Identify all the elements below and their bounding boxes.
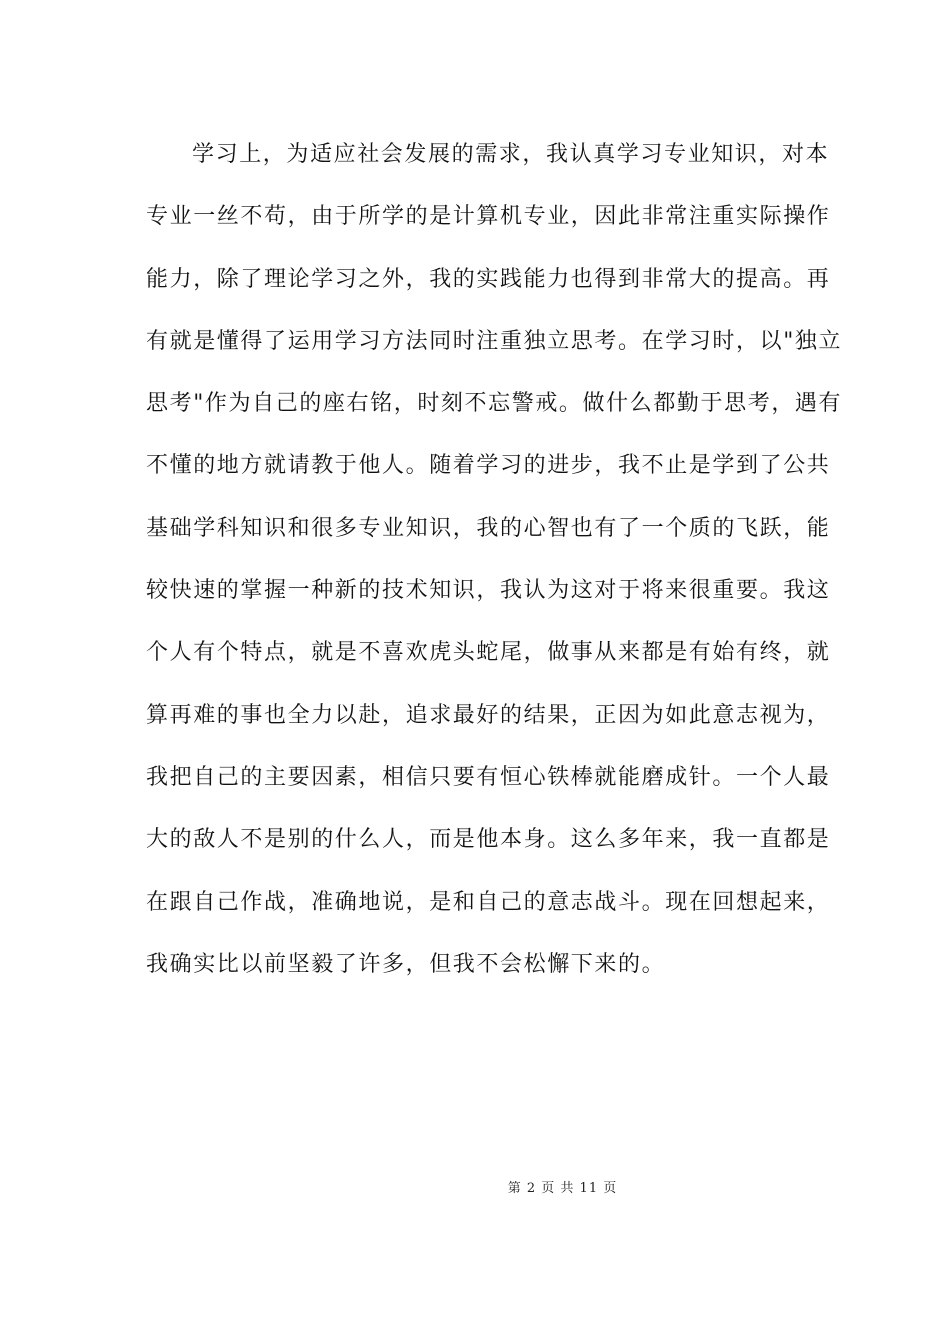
body-paragraph [146,129,843,1001]
paragraph-line: 有就是懂得了运用学习方法同时注重独立思考。在学习时，以"独立 [146,328,843,354]
paragraph-line: 专业一丝不苟，由于所学的是计算机专业，因此非常注重实际操作 [146,204,831,230]
paragraph-line: 较快速的掌握一种新的技术知识，我认为这对于将来很重要。我这 [146,578,831,604]
paragraph-line: 在跟自己作战，准确地说，是和自己的意志战斗。现在回想起来， [146,889,831,915]
paragraph-line: 不懂的地方就请教于他人。随着学习的进步，我不止是学到了公共 [146,453,831,479]
paragraph-line: 能力，除了理论学习之外，我的实践能力也得到非常大的提高。再 [146,266,831,292]
paragraph-line: 大的敌人不是别的什么人，而是他本身。这么多年来，我一直都是 [146,827,831,853]
paragraph-line: 个人有个特点，就是不喜欢虎头蛇尾，做事从来都是有始有终，就 [146,640,831,666]
paragraph-line: 我确实比以前坚毅了许多，但我不会松懈下来的。 [146,951,666,977]
page-footer [0,1177,950,1196]
page-number: 第 2 页 共 11 页 [507,1181,618,1196]
paragraph-line: 我把自己的主要因素，相信只要有恒心铁棒就能磨成针。一个人最 [146,764,831,790]
paragraph-line: 思考"作为自己的座右铭，时刻不忘警戒。做什么都勤于思考，遇有 [146,391,843,417]
paragraph-line: 算再难的事也全力以赴，追求最好的结果，正因为如此意志视为， [146,702,831,728]
paragraph-line: 学习上，为适应社会发展的需求，我认真学习专业知识，对本 [192,142,830,167]
paragraph-line: 基础学科知识和很多专业知识，我的心智也有了一个质的飞跃，能 [146,515,831,541]
